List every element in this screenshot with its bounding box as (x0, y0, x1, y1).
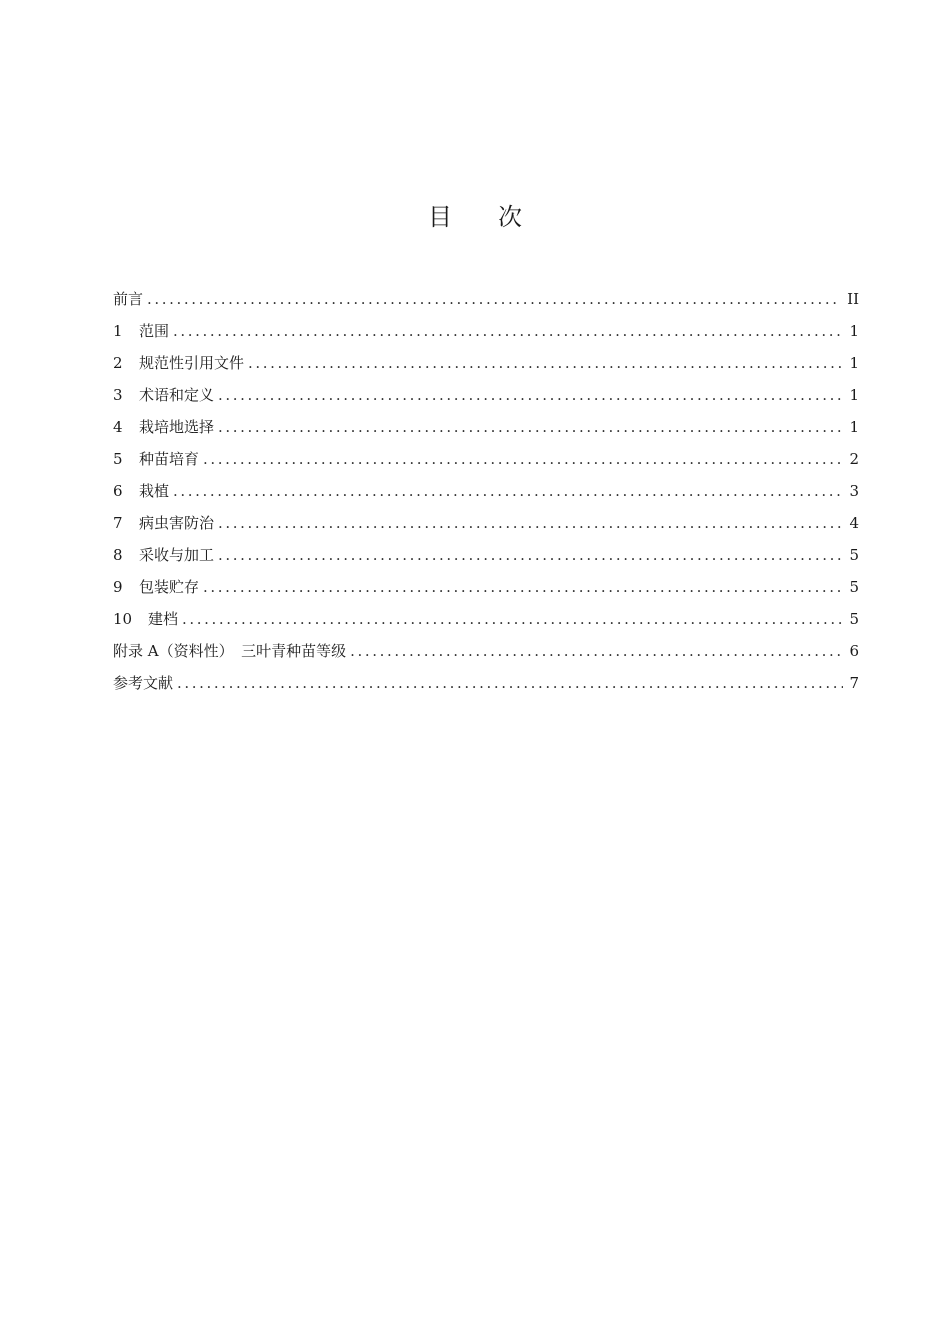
toc-entry-page: 6 (849, 642, 859, 660)
toc-entry-page: 2 (849, 450, 859, 468)
toc-dot-leader (218, 509, 843, 537)
toc-entry-label: 参考文献 (113, 674, 174, 692)
toc-dot-leader (203, 573, 843, 601)
toc-dot-leader (203, 445, 843, 473)
toc-entry-label: 附录 A（资料性） 三叶青种苗等级 (113, 642, 347, 660)
toc-entry-7[interactable] (113, 509, 859, 541)
toc-entry-1[interactable] (113, 317, 859, 349)
toc-dot-leader (177, 669, 843, 697)
toc-entry-label: 采收与加工 (139, 546, 215, 564)
toc-entry-references[interactable] (113, 669, 859, 701)
toc-entry-page: 4 (849, 514, 859, 532)
toc-entry-number: 3 (113, 386, 123, 404)
toc-entry-4[interactable] (113, 413, 859, 445)
toc-entry-label: 栽培地选择 (139, 418, 215, 436)
toc-entry-page: 5 (849, 610, 859, 628)
toc-dot-leader (182, 605, 843, 633)
toc-entry-page: 3 (849, 482, 859, 500)
toc-entry-appendix-a[interactable] (113, 637, 859, 669)
toc-entry-number: 8 (113, 546, 123, 564)
toc-entry-number: 2 (113, 354, 123, 372)
toc-entry-page: 1 (849, 386, 859, 404)
toc-entry-number: 10 (113, 610, 133, 628)
toc-entry-label: 术语和定义 (139, 386, 215, 404)
toc-entry-page: 1 (849, 418, 859, 436)
toc-dot-leader (173, 317, 843, 345)
toc-entry-10[interactable] (113, 605, 859, 637)
toc-entry-number: 6 (113, 482, 123, 500)
toc-dot-leader (248, 349, 843, 377)
toc-entry-number: 4 (113, 418, 123, 436)
page-title (0, 200, 950, 234)
toc-entry-number: 7 (113, 514, 123, 532)
toc-entry-label: 病虫害防治 (139, 514, 215, 532)
toc-entry-label: 范围 (139, 322, 170, 340)
toc-dot-leader (218, 541, 843, 569)
toc-entry-label: 前言 (113, 290, 144, 308)
toc-entry-2[interactable] (113, 349, 859, 381)
toc-entry-page: 1 (849, 322, 859, 340)
toc-entry-foreword[interactable] (113, 285, 859, 317)
toc-entry-6[interactable] (113, 477, 859, 509)
toc-entry-number: 1 (113, 322, 123, 340)
toc-entry-label: 建档 (148, 610, 179, 628)
toc-entry-9[interactable] (113, 573, 859, 605)
toc-dot-leader (173, 477, 843, 505)
toc-entry-page: II (847, 290, 859, 308)
toc-entry-page: 5 (849, 546, 859, 564)
toc-entry-number: 9 (113, 578, 123, 596)
toc-entry-page: 1 (849, 354, 859, 372)
toc-dot-leader (218, 413, 843, 441)
toc-entry-label: 包装贮存 (139, 578, 200, 596)
toc-dot-leader (218, 381, 843, 409)
toc-dot-leader (147, 285, 841, 313)
toc-entry-3[interactable] (113, 381, 859, 413)
toc-entry-number: 5 (113, 450, 123, 468)
toc-entry-label: 种苗培育 (139, 450, 200, 468)
toc-entry-label: 规范性引用文件 (139, 354, 245, 372)
title-char-2: 次 (498, 203, 522, 231)
toc-entry-5[interactable] (113, 445, 859, 477)
toc-entry-page: 7 (849, 674, 859, 692)
toc-dot-leader (350, 637, 843, 665)
table-of-contents (113, 285, 859, 701)
title-char-1: 目 (428, 203, 452, 231)
toc-entry-8[interactable] (113, 541, 859, 573)
toc-entry-page: 5 (849, 578, 859, 596)
toc-entry-label: 栽植 (139, 482, 170, 500)
